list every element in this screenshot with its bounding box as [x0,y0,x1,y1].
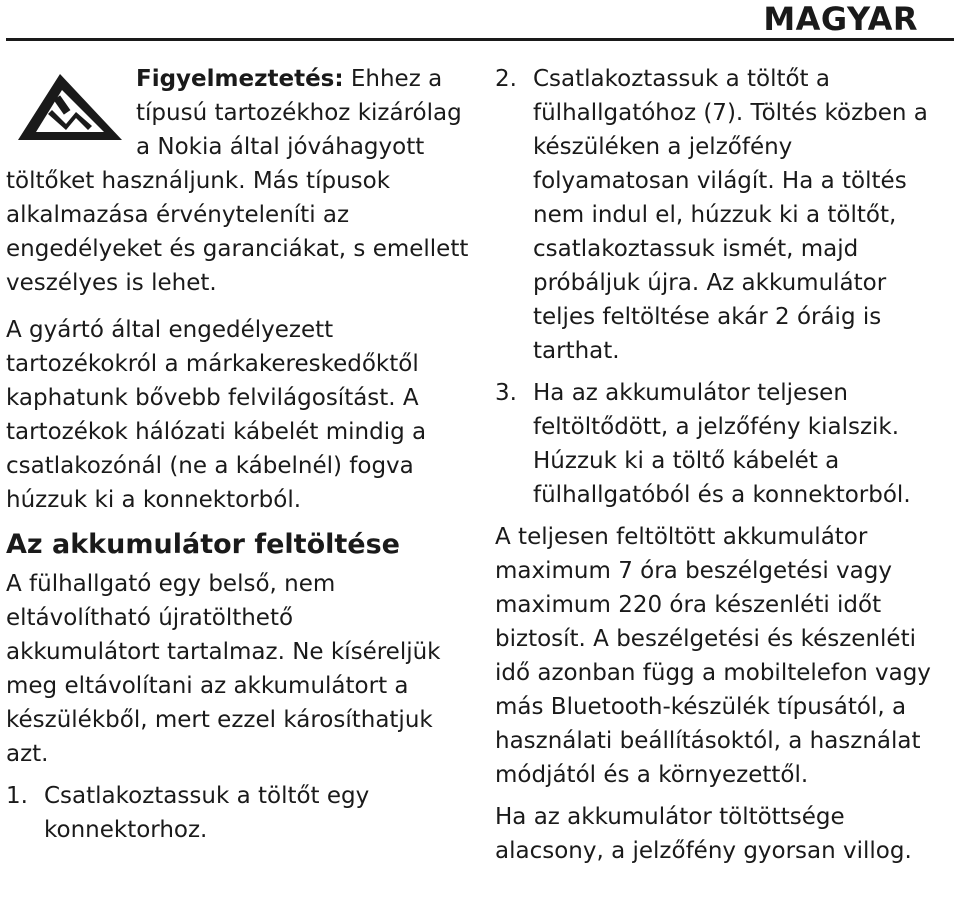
paragraph-line: húzzuk ki a konnektorból. [6,487,302,513]
paragraph-line: idő azonban függ a mobiltelefon vagy [495,660,931,686]
warning-line: a Nokia által jóváhagyott [136,134,425,160]
header-rule [6,38,954,41]
list-item-number: 1. [6,783,28,809]
paragraph-line: akkumulátort tartalmaz. Ne kíséreljük [6,639,441,665]
paragraph-line: készülékből, mert ezzel károsíthatjuk [6,707,433,733]
intro-paragraph [6,567,466,771]
language-header: MAGYAR [763,0,918,38]
paragraph-line: más Bluetooth-készülék típusától, a [495,694,907,720]
paragraph-line: Ha az akkumulátor töltöttsége [495,804,845,830]
list-item-line: tarthat. [533,338,620,364]
section-heading: Az akkumulátor feltöltése [6,529,400,560]
list-item-line: készüléken a jelzőfény [533,134,793,160]
list-item-line: Csatlakoztassuk a töltőt egy [44,783,370,809]
list-item-line: teljes feltöltése akár 2 óráig is [533,304,882,330]
list-item-number: 3. [495,380,517,406]
accessory-paragraph [6,313,466,517]
battery-life-paragraph [495,520,955,792]
low-battery-paragraph [495,800,955,868]
paragraph-line: azt. [6,741,49,767]
paragraph-line: csatlakozónál (ne a kábelnél) fogva [6,453,414,479]
right-column [495,62,955,868]
warning-label: Figyelmeztetés: [136,66,344,92]
warning-line: engedélyeket és garanciákat, s emellett [6,236,469,262]
paragraph-line: meg eltávolítani az akkumulátort a [6,673,409,699]
paragraph-line: biztosít. A beszélgetési és készenléti [495,626,916,652]
paragraph-line: A teljesen feltöltött akkumulátor [495,524,868,550]
left-column [6,62,469,847]
paragraph-line: használati beállításoktól, a használat [495,728,921,754]
warning-triangle-icon [14,70,126,144]
list-item-line: csatlakoztassuk ismét, majd [533,236,859,262]
warning-line: veszélyes is lehet. [6,270,217,296]
list-item-line: Ha az akkumulátor teljesen [533,380,848,406]
list-item-line: konnektorhoz. [44,817,208,843]
paragraph-line: alacsony, a jelzőfény gyorsan villog. [495,838,912,864]
paragraph-line: eltávolítható újratölthető [6,605,294,631]
list-item-line: feltöltődött, a jelzőfény kialszik. [533,414,900,440]
paragraph-line: maximum 220 óra készenléti időt [495,592,882,618]
paragraph-line: tartozékok hálózati kábelét mindig a [6,419,427,445]
paragraph-line: A gyártó által engedélyezett [6,317,334,343]
list-item-line: próbáljuk újra. Az akkumulátor [533,270,887,296]
list-item-line: fülhallgatóhoz (7). Töltés közben a [533,100,928,126]
warning-line: töltőket használjunk. Más típusok [6,168,391,194]
paragraph-line: tartozékokról a márkakereskedőktől [6,351,419,377]
list-item-line: fülhallgatóból és a konnektorból. [533,482,911,508]
paragraph-line: maximum 7 óra beszélgetési vagy [495,558,892,584]
warning-line: alkalmazása érvényteleníti az [6,202,350,228]
paragraph-line: kaphatunk bővebb felvilágosítást. A [6,385,419,411]
list-item-line: nem indul el, húzzuk ki a töltőt, [533,202,897,228]
list-item [495,62,955,368]
warning-line: típusú tartozékhoz kizárólag [136,100,462,126]
warning-text: Ehhez a [343,66,443,92]
list-item-number: 2. [495,66,517,92]
list-item [495,376,955,512]
list-item-line: Húzzuk ki a töltő kábelét a [533,448,840,474]
paragraph-line: A fülhallgató egy belső, nem [6,571,336,597]
list-item-line: Csatlakoztassuk a töltőt a [533,66,830,92]
paragraph-line: módjától és a környezettől. [495,762,809,788]
list-item [6,779,466,847]
list-item-line: folyamatosan világít. Ha a töltés [533,168,907,194]
